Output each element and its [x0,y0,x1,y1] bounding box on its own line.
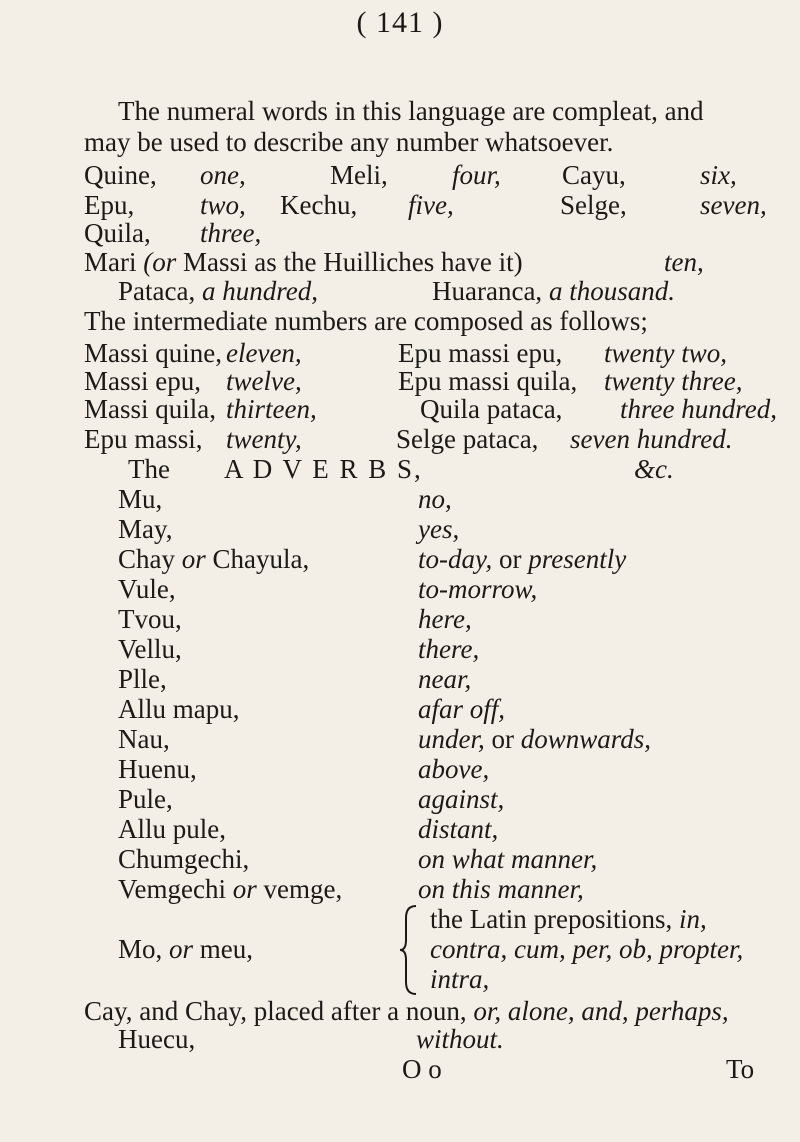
adverb-word: Pule, [118,784,173,814]
numeral-kechu: Kechu, [280,190,358,220]
huecu-meaning: without. [416,1024,504,1054]
adverbs-the: The [128,454,170,484]
adverb-word: Plle, [118,664,167,694]
numeral-mari-meaning: ten, [664,247,704,277]
numeral-quila-meaning: three, [200,218,262,248]
adverb-meaning: to-morrow, [418,574,538,604]
numeral-cayu: Cayu, [562,160,626,190]
adverb-word: Mu, [118,484,163,514]
numeral-epu: Epu, [84,190,135,220]
adverb-meaning: under, or downwards, [418,724,652,754]
adverb-word: Chumgechi, [118,844,250,874]
intermediate-meaning: thirteen, [226,394,317,424]
intermediate-heading: The intermediate numbers are composed as follows; [84,306,648,336]
numeral-kechu-meaning: five, [408,190,454,220]
mo-meaning-line-1: the Latin prepositions, in, [430,904,707,934]
adverb-meaning: near, [418,664,472,694]
adverb-meaning: there, [418,634,480,664]
adverb-meaning: above, [418,754,490,784]
intermediate-word: Epu massi quila, [398,366,578,396]
intermediate-meaning: three hundred, [620,394,777,424]
intermediate-word: Massi quila, [84,394,216,424]
signature-mark: O o [402,1054,442,1084]
numeral-cayu-meaning: six, [700,160,737,190]
curly-brace-icon [398,904,420,996]
intermediate-word: Quila pataca, [420,394,563,424]
intermediate-meaning: twenty, [226,424,302,454]
mo-meaning-line-2: contra, cum, per, ob, propter, [430,934,744,964]
adverb-word: Nau, [118,724,170,754]
numeral-epu-meaning: two, [200,190,246,220]
adverb-word: Allu pule, [118,814,226,844]
adverb-meaning: yes, [418,514,460,544]
huecu-word: Huecu, [118,1024,196,1054]
intermediate-meaning: twenty three, [604,366,743,396]
adverb-word: Huenu, [118,754,197,784]
adverb-word: Tvou, [118,604,182,634]
adverbs-etc: &c. [634,454,674,484]
intro-line-1: The numeral words in this language are compleat, and [118,96,704,126]
adverb-word: Chay or Chayula, [118,544,310,574]
numeral-meli-meaning: four, [452,160,501,190]
adverb-meaning: here, [418,604,472,634]
adverb-meaning: on this manner, [418,874,584,904]
adverb-word: Vellu, [118,634,182,664]
numeral-huaranca: Huaranca, a thousand. [432,276,675,306]
intro-line-2: may be used to describe any number whatsoever. [84,127,614,157]
numeral-meli: Meli, [330,160,388,190]
adverbs-heading: A D V E R B S, [224,454,423,484]
adverb-meaning: afar off, [418,694,506,724]
mo-word: Mo, or meu, [118,934,254,964]
intermediate-meaning: twenty two, [604,338,727,368]
intermediate-word: Epu massi, [84,424,203,454]
page-number: ( 141 ) [356,6,444,39]
intermediate-meaning: seven hundred. [570,424,733,454]
adverb-meaning: distant, [418,814,499,844]
mo-meaning-line-3: intra, [430,964,490,994]
adverb-word: May, [118,514,173,544]
adverb-meaning: on what manner, [418,844,598,874]
intermediate-meaning: eleven, [226,338,302,368]
intermediate-word: Massi epu, [84,366,201,396]
intermediate-word: Massi quine, [84,338,222,368]
numeral-pataca: Pataca, a hundred, [118,276,318,306]
numeral-quila: Quila, [84,218,151,248]
numeral-selge: Selge, [560,190,627,220]
adverb-meaning: no, [418,484,452,514]
adverb-word: Allu mapu, [118,694,240,724]
adverb-word: Vemgechi or vemge, [118,874,343,904]
adverb-meaning: to-day, or presently [418,544,627,574]
numeral-selge-meaning: seven, [700,190,767,220]
adverb-word: Vule, [118,574,176,604]
catchword: To [726,1054,755,1084]
intermediate-word: Epu massi epu, [398,338,563,368]
intermediate-word: Selge pataca, [396,424,539,454]
adverb-meaning: against, [418,784,505,814]
numeral-quine: Quine, [84,160,157,190]
cay-line: Cay, and Chay, placed after a noun, or, alone, and, perhaps, [84,996,729,1026]
intermediate-meaning: twelve, [226,366,302,396]
numeral-mari-line: Mari (or Massi as the Huilliches have it) [84,247,523,277]
numeral-quine-meaning: one, [200,160,246,190]
